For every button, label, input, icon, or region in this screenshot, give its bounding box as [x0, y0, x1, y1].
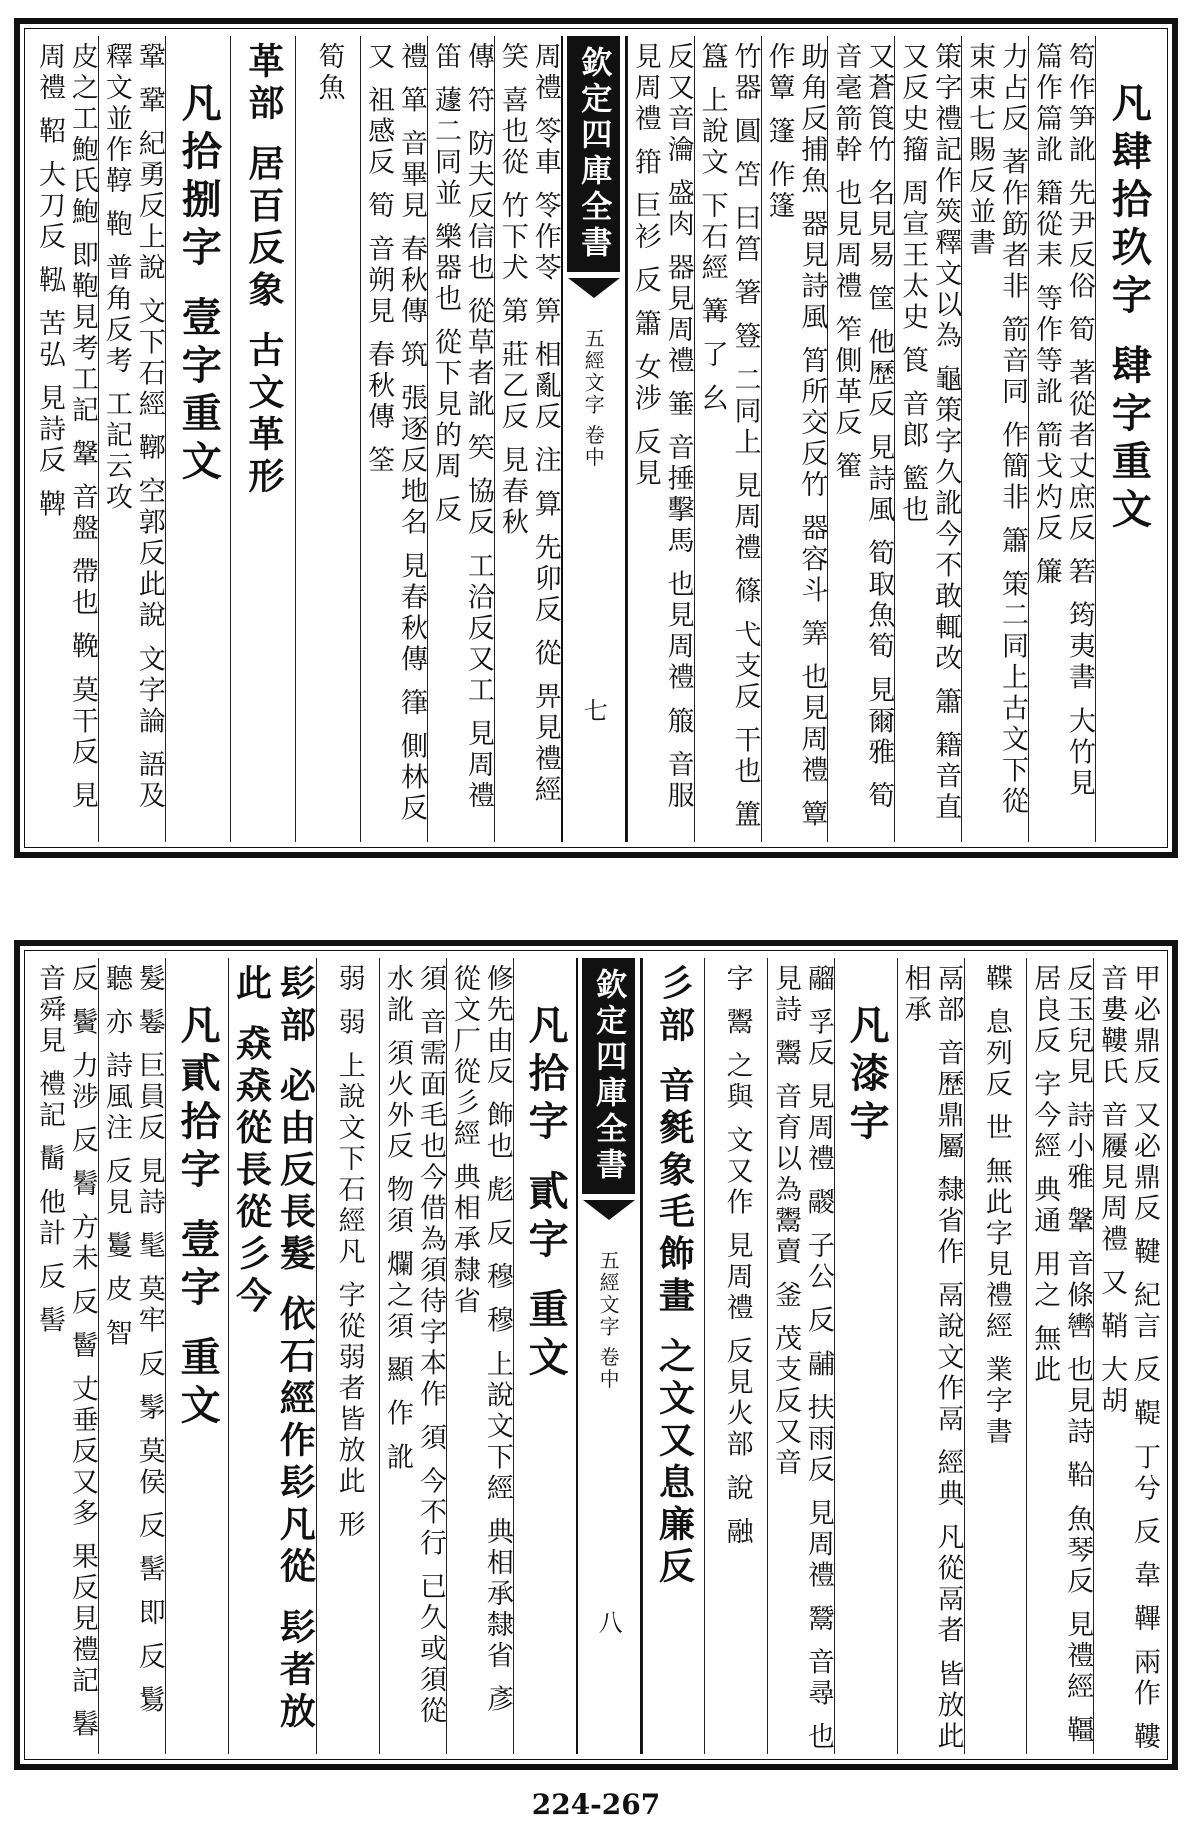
- column: [228, 958, 317, 1754]
- column-text: 須 音需面毛也今借為須待字本作 須 今不行 已久或須從水訛 須火外反 物須 爛之須 顯 作 訛: [382, 964, 446, 1728]
- column-text: 字 鬻 之與 文又作 見周禮 反見火部 說 融: [721, 964, 753, 1549]
- radical-heading: 髟部 必由反長髮 依石經作髟凡從 髟者放此 猋猋從長從彡今: [230, 964, 317, 1734]
- column: [513, 958, 576, 1754]
- column-text: 力占反 著作筯者非 箭音同 作簡非 簫 策二同上古文下從 束束七賜反並書: [964, 42, 1028, 831]
- column: [761, 36, 828, 842]
- column: [230, 36, 295, 842]
- column: [767, 958, 834, 1754]
- column-text: 禮 箪 音畢見 春秋傳 筑 張逐反地名 見春秋傳 箻 側林反 又 祖感反 筍 音朔見 春秋傳 筌: [363, 42, 427, 838]
- column-text: 周禮 笭車 笭作苓 箅 相亂反 注 算 先卯反 從 畀見禮經 笑 喜也從 竹下犬 第 莊乙反 見春秋: [496, 42, 561, 819]
- column: [894, 36, 961, 842]
- radical-heading: 革部 居百反象 古文革形: [242, 42, 285, 500]
- section-heading: 凡貳拾字 壹字 重文: [174, 1004, 222, 1432]
- fish-tail-mark: [568, 278, 620, 298]
- column: [961, 36, 1028, 842]
- column: [827, 36, 894, 842]
- column: [295, 36, 360, 842]
- upper-columns: [32, 36, 1160, 845]
- column-text: 修先由反 飾也 彪 反 穆 穆 上說文下經 典相承隸省 彥 從文厂從彡經 典相承隸省: [448, 964, 513, 1729]
- section-heading: 凡漆字: [843, 1004, 891, 1148]
- column-text: 笱作笋訛 先尹反俗 筍 著從者丈庶反 箬 筠夷書 大竹見 篇作篇訛 籍從耒 等作等訛 箭戈灼反 簾: [1030, 42, 1095, 813]
- upper-page: [14, 18, 1178, 858]
- column: [627, 36, 694, 842]
- column: [1093, 958, 1160, 1767]
- column-text: 反玉兒見 詩小雅 鞶 音條轡 也見詩 鞈 魚琴反 見禮經 韁 居良反 字今經 典通 用之 無此: [1029, 964, 1094, 1760]
- column-text: 又蒼筤竹 名見易 筐 他歷反 見詩風 筍取魚筍 見爾雅 筍音毫箭幹 也見周禮 笮側革反 篧: [830, 42, 895, 813]
- radical-heading: 彡部 音毿象毛飾畫 之文又息廉反: [653, 964, 696, 1590]
- column-text: 弱 弱 上說文下石經凡 字從弱者皆放此 形: [333, 964, 365, 1542]
- column: [834, 958, 897, 1754]
- lower-page: [14, 940, 1178, 1770]
- folio-number: 八: [594, 1610, 623, 1634]
- volume-label: 五經文字 卷中: [581, 328, 606, 469]
- column: [316, 958, 379, 1754]
- column-text: 反又音瀹 盛肉 器見周禮 箠 音捶擊馬 也見周禮 箙 音服 見周禮 箝 巨衫 反 簫 女涉 反見: [629, 42, 694, 825]
- column: [446, 958, 513, 1754]
- column-text: 反 鬢 力涉 反 鬌 方未 反 鬙 丈垂反又多 果反見禮記 鬊 音舜見 禮記 鬝 他計 反 髻: [33, 964, 98, 1754]
- column: [360, 36, 427, 842]
- column: [964, 958, 1027, 1754]
- column: [1026, 958, 1094, 1760]
- center-fold: [561, 36, 627, 842]
- book-title: 欽定四庫全書: [567, 36, 620, 272]
- center-fold: [576, 958, 642, 1754]
- column-text: 皮之工鮑氏鮑 即鞄見考工記 鞶 音盤 帶也 鞔 莫干反 見周禮 鞀 大刀反 鞃 苦弘 見詩反 鞞: [33, 42, 98, 813]
- column-text: 助角反捕魚 器見詩風 筲所交反竹 器容斗 筭 也見周禮 簟 作簟 篷 作篷: [763, 42, 828, 844]
- column: [897, 958, 964, 1766]
- fish-tail-mark: [583, 1200, 635, 1220]
- column: [165, 958, 228, 1754]
- book-title: 欽定四庫全書: [582, 958, 635, 1194]
- column-text: 鬲部 音歷鼎屬 隸省作 鬲說文作鬲 經典 凡從鬲者 皆放此 相承: [899, 964, 964, 1766]
- section-heading: 凡拾字 貳字 重文: [522, 1004, 570, 1384]
- column: [1028, 36, 1095, 842]
- column: [165, 36, 230, 842]
- section-heading: 凡肆拾玖字 肆字重文: [1105, 82, 1153, 536]
- column: [32, 958, 98, 1754]
- column: [98, 958, 165, 1754]
- volume-label: 五經文字 卷中: [596, 1250, 621, 1391]
- column: [379, 958, 446, 1754]
- column-text: 鞢 息列反 世 無此字見禮經 業字書: [980, 964, 1012, 1449]
- column: [427, 36, 494, 842]
- column: [98, 36, 165, 842]
- column-text: 策字禮記作筴釋文以為 龜策字久訛今不敢輒改 簫 籍音直又反史籀 周宣王太史 筤 音郎 籃也: [897, 42, 962, 824]
- column-text: 鬸 孚反 見周禮 鬷 子公 反 鬴 扶雨反 見周禮 鬵 音尋 也見詩 鬻 音育以為鬻賣 釜 茂支反又音: [769, 964, 834, 1754]
- column-text: 髮 鬈 巨員反 見詩 髦 莫牢 反 髳 莫侯 反 髺 即 反 鬄 聽 亦 詩風注 反見 鬘 皮 智: [100, 964, 165, 1730]
- column-text: 甲必鼎反 又必鼎反 鞬 紀言 反 鞮 丁兮 反 韋 鞸 兩作 鞻 音婁鞻氏 音屨見周禮 又 鞘 大胡: [1096, 964, 1160, 1767]
- folio-number: 七: [579, 698, 608, 722]
- column: [32, 36, 98, 842]
- page-number: 224-267: [531, 1788, 661, 1821]
- column-text: 筍魚: [313, 42, 345, 104]
- column: [1095, 36, 1160, 842]
- column: [694, 36, 761, 845]
- section-heading: 凡拾捌字 壹字重文: [175, 82, 223, 488]
- column: [704, 958, 767, 1754]
- column: [494, 36, 561, 842]
- lower-columns: [32, 958, 1160, 1767]
- column-text: 竹器 圓 笘 曰筥 箸 簦 二同上 見周禮 篠 弋支反 干也 簠 簋 上說文 下石經 篝 了 幺: [696, 42, 761, 845]
- column-text: 傳 符 防夫反信也 從草者訛 笶 協反 工洽反又工 見周禮 笛 蘧二同並 樂器也 從下見的周 反: [429, 42, 494, 825]
- column-text: 鞏 鞏 紀勇反上說 文下石經 鞹 空郭反此說 文字論 語及釋文並作鞟 鞄 普角反考 工記云攻: [100, 42, 165, 813]
- column: [642, 958, 705, 1754]
